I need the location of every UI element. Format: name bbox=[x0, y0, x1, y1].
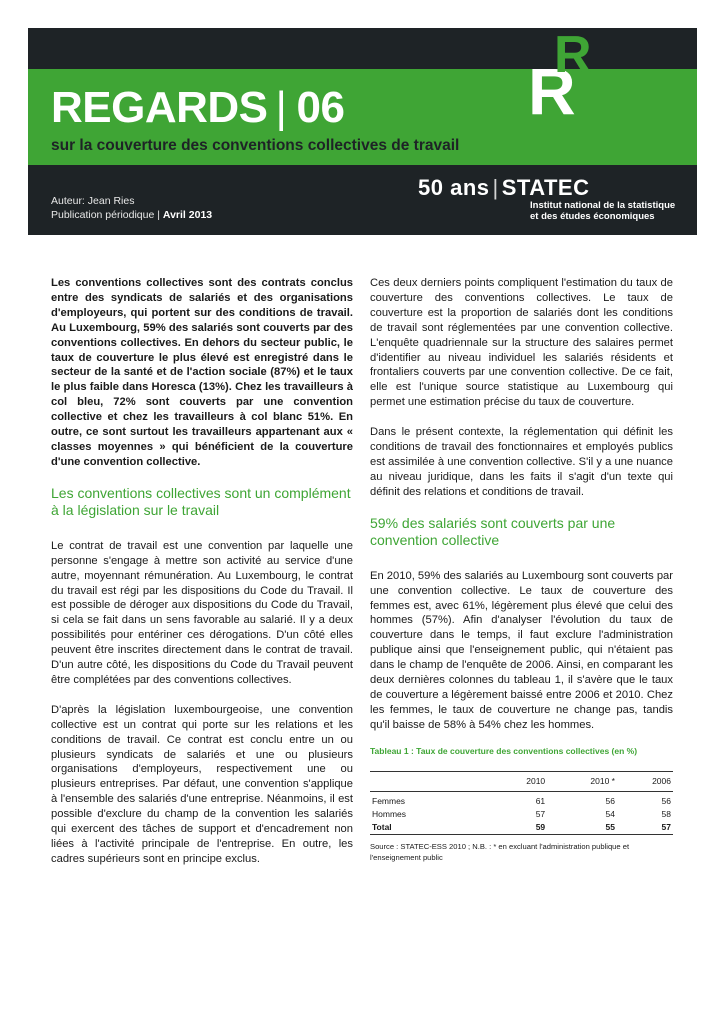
logo-r-back: R bbox=[554, 28, 592, 84]
section-heading-1: Les conventions collectives sont un complément à la législation sur le travail bbox=[51, 484, 351, 519]
publication-date: Avril 2013 bbox=[162, 209, 213, 221]
table-header-cell: 2006 bbox=[617, 771, 673, 791]
row-label: Total bbox=[370, 821, 491, 835]
table-header-cell: 2010 bbox=[491, 771, 547, 791]
section-heading-2: 59% des salariés sont couverts par une convention collective bbox=[370, 514, 616, 549]
statec-name: STATEC bbox=[501, 175, 590, 200]
right-column bbox=[370, 276, 673, 864]
table-cell: 54 bbox=[605, 808, 615, 819]
regards-r-logo-icon bbox=[520, 28, 610, 120]
statec-anniversary: 50 ans bbox=[418, 175, 490, 200]
table-cell: 56 bbox=[661, 795, 671, 806]
publication-line bbox=[51, 208, 212, 222]
paragraph: D'après la législation luxembourgeoise, une convention collective est un contrat qui porte sur les relations et les conditions de travail. Ce contrat est conclu entre un ou plusieurs syndicats de salariés et une ou plusieurs organisations d'employeurs, respectivement une ou plusieurs entreprises. Par défaut, une convention s'applique à l'ensemble des salariés d'une entreprise. Néanmoins, il est possible d'exclure du champ de la convention les salariés qui exercent des tâches de support et d'encadrement non liées à l'activité principale de l'entreprise. En outre, les cadres supérieurs sont en principe exclus. bbox=[51, 703, 353, 865]
statec-tagline-2: et des études économiques bbox=[530, 211, 655, 222]
table-row bbox=[370, 791, 673, 808]
logo-r-front: R bbox=[528, 54, 576, 120]
table-row-total bbox=[370, 821, 673, 835]
issue-number: 06 bbox=[296, 83, 345, 132]
coverage-table bbox=[370, 771, 673, 835]
paragraph: Dans le présent contexte, la réglementation qui définit les conditions de travail des fonctionnaires et employés publics est assimilée à une convention collective. S'il y a une nuance au niveau juridique, dans les faits il s'agit d'un texte qui définit des relations et conditions de travail. bbox=[370, 426, 673, 498]
paragraph: Le contrat de travail est une convention par laquelle une personne s'engage à mettre son activité au service d'une autre, moyennant rémunération. Au Luxembourg, le contrat du travail est régi par les dispositions du Code du Travail. Il est possible de déroger aux dispositions du Code du Travail, si cela se fait dans un sens favorable au salarié. Il y a deux possibilités pour entériner ces dérogations. D'un côté elles peuvent être inscrites directement dans le contrat de travail. D'un autre côté, les dispositions du Code du Travail peuvent être complétées par des conventions collectives. bbox=[51, 539, 353, 686]
row-label: Femmes bbox=[372, 795, 406, 806]
title-text: REGARDS bbox=[51, 83, 268, 132]
statec-wordmark bbox=[418, 176, 589, 200]
page-subtitle: sur la couverture des conventions collectives de travail bbox=[51, 137, 460, 154]
table-cell: 57 bbox=[535, 808, 546, 819]
table-header-row bbox=[370, 771, 673, 791]
page-title bbox=[51, 84, 344, 132]
title-divider: | bbox=[275, 83, 287, 132]
statec-tagline bbox=[530, 200, 690, 222]
table-cell: 59 bbox=[491, 821, 547, 835]
table-cell: 56 bbox=[605, 795, 615, 806]
table-title: Tableau 1 : Taux de couverture des conventions collectives (en %) bbox=[370, 745, 638, 756]
table-row bbox=[370, 808, 673, 821]
author-name: Auteur: Jean Ries bbox=[51, 195, 135, 207]
table-cell: 55 bbox=[547, 821, 617, 835]
table-header-cell bbox=[370, 771, 491, 791]
table-cell: 58 bbox=[661, 808, 671, 819]
table-source-note: Source : STATEC-ESS 2010 ; N.B. : * en excluant l'administration publique et l'enseignement public bbox=[370, 841, 630, 863]
statec-logo bbox=[418, 175, 676, 222]
left-column bbox=[51, 276, 353, 882]
statec-tagline-1: Institut national de la statistique bbox=[530, 200, 676, 211]
table-header-cell: 2010 * bbox=[547, 771, 617, 791]
paragraph: Ces deux derniers points compliquent l'estimation du taux de couverture des conventions collectives. Le taux de couverture est la proportion de salariés dont les conditions de travail sont réglementées par une convention collective. L'enquête quadriennale sur la structure des salaires permet d'identifier au niveau individuel les salariés résidents et frontaliers couverts par une convention collective. De ce fait, elle est l'unique source statistique au Luxembourg qui permet une estimation précise du taux de couverture. bbox=[370, 277, 673, 409]
table-cell: 57 bbox=[617, 821, 673, 835]
author-block bbox=[51, 194, 212, 222]
lead-paragraph: Les conventions collectives sont des contrats conclus entre des syndicats de salariés et des organisations d'employeurs, qui portent sur des conditions de travail. Au Luxembourg, 59% des salariés sont couverts par des conventions collectives. En dehors du secteur public, le taux de couverture le plus élevé est enregistré dans le secteur de la santé et de l'action sociale (87%) et le taux le plus faible dans Horesca (13%). Chez les travailleurs à col bleu, 72% sont couverts par une convention collective et chez les travailleurs à col blanc 51%. En outre, ce sont surtout les travailleurs appartenant aux « classes moyennes » qui bénéficient de la couverture d'une convention collective. bbox=[51, 277, 353, 468]
row-label: Hommes bbox=[372, 808, 407, 819]
publication-prefix: Publication périodique | bbox=[51, 209, 163, 221]
table-cell: 61 bbox=[535, 795, 546, 806]
paragraph: En 2010, 59% des salariés au Luxembourg sont couverts par une convention collective. Le taux de couverture des femmes est, avec 61%, légèrement plus élevé que celui des hommes (57%). Afin d'analyser l'évolution du taux de couverture dans le temps, il faut exclure l'administration publique ainsi que l'enseignement public, qui n'étaient pas dans le champ de l'enquête de 2006. Ainsi, en comparant les deux dernières colonnes du tableau 1, il s'avère que le taux de couverture a légèrement baissé entre 2006 et 2010. Chez les femmes, le taux de couverture ne change pas, tandis qu'il baisse de 58% à 54% chez les hommes. bbox=[370, 569, 673, 731]
statec-separator: | bbox=[492, 175, 499, 200]
